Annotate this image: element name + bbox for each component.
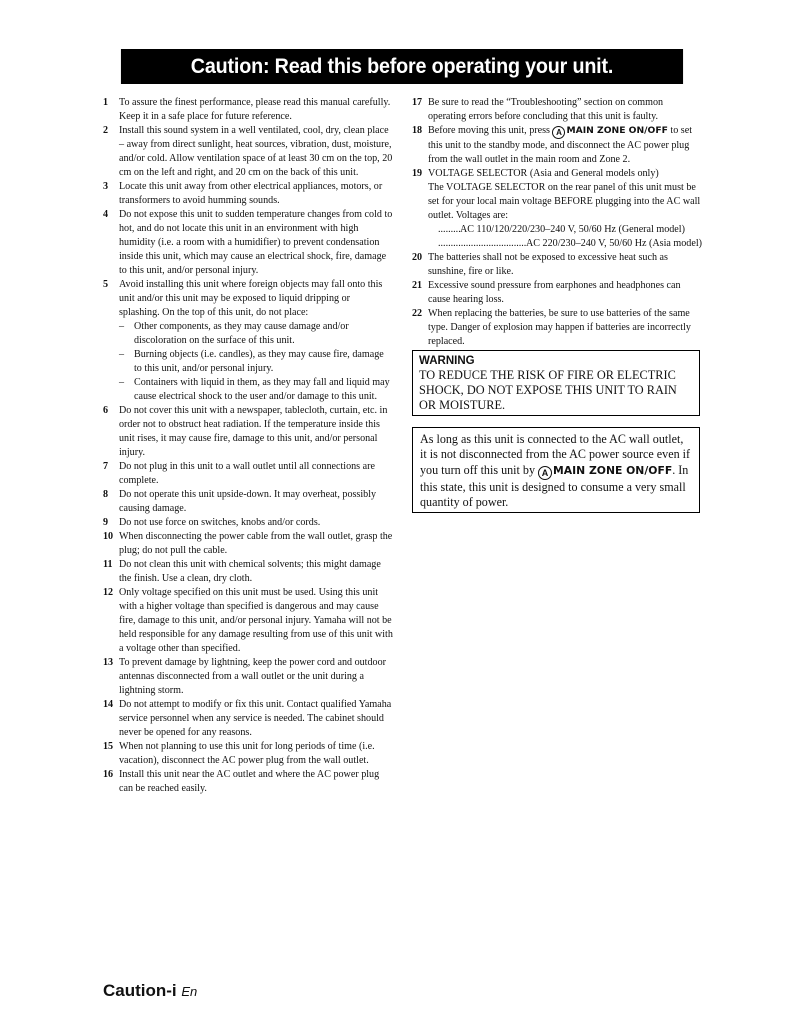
item-text: Do not use force on switches, knobs and/or cords. (119, 517, 321, 528)
caution-item-2 (103, 124, 393, 180)
item-number: 10 (103, 531, 114, 542)
item-text: The batteries shall not be exposed to excessive heat such as sunshine, fire or like. (428, 252, 668, 277)
caution-item-4 (103, 208, 393, 278)
item-text: Locate this unit away from other electrical appliances, motors, or transformers to avoid humming sounds. (119, 181, 383, 206)
key-label: MAIN ZONE ON/OFF (553, 463, 673, 477)
item-text: Do not cover this unit with a newspaper, tablecloth, curtain, etc. in order not to obstruct heat radiation. If the temperature inside this unit rises, it may cause fire, damage to this unit, and/or personal injury. (119, 405, 388, 458)
item-number: 19 (412, 168, 423, 179)
language-code: En (181, 984, 198, 999)
caution-item-17 (412, 96, 702, 124)
caution-item-5 (103, 278, 393, 320)
sub-item-text: Other components, as they may cause damage and/or discoloration on the surface of this unit. (134, 321, 349, 346)
voltage-value: AC 110/120/220/230–240 V, 50/60 Hz (General model) (460, 224, 685, 235)
item-text: Only voltage specified on this unit must be used. Using this unit with a higher voltage than specified is dangerous and may cause fire, damage to this unit, and/or personal injury. Yamaha will not be held responsible for any damage resulting from use of this unit with a voltage other than specified. (119, 587, 393, 654)
page-number: Caution-i (103, 981, 177, 1000)
item-text: Avoid installing this unit where foreign objects may fall onto this unit and/or this unit may be exposed to liquid dripping or splashing. On the top of this unit, do not place: (119, 279, 383, 318)
caution-item-8 (103, 488, 393, 516)
caution-item-7 (103, 460, 393, 488)
caution-item-22 (412, 307, 702, 349)
caution-item-14 (103, 698, 393, 740)
item-number: 16 (103, 769, 114, 780)
caution-item-12 (103, 586, 393, 656)
item-text: When not planning to use this unit for long periods of time (i.e. vacation), disconnect the AC power plug from the wall outlet. (119, 741, 375, 766)
item-number: 12 (103, 587, 114, 598)
item-text: Before moving this unit, press (428, 125, 553, 136)
page-title: Caution: Read this before operating your unit. (121, 49, 683, 84)
caution-item-19 (412, 167, 702, 223)
item-text: When disconnecting the power cable from the wall outlet, grasp the plug; do not pull the cable. (119, 531, 393, 556)
item-text: VOLTAGE SELECTOR (Asia and General models only) (428, 168, 659, 179)
item-number: 1 (103, 97, 109, 108)
warning-body: TO REDUCE THE RISK OF FIRE OR ELECTRIC SHOCK, DO NOT EXPOSE THIS UNIT TO RAIN OR MOISTURE. (419, 368, 677, 412)
item-text-detail: The VOLTAGE SELECTOR on the rear panel of this unit must be set for your local main voltage BEFORE plugging into the AC wall outlet. Voltages are: (428, 182, 701, 221)
note-text: As long as this unit is connected to the AC wall outlet, it is not disconnected from the AC power source even if you turn off this unit by (420, 432, 691, 477)
item-number: 20 (412, 252, 423, 263)
item-number: 3 (103, 181, 109, 192)
sub-item-text: Burning objects (i.e. candles), as they may cause fire, damage to this unit, and/or personal injury. (134, 349, 384, 374)
item-number: 2 (103, 125, 109, 136)
note-text-continued: . In this state, this unit is designed to consume a very small quantity of power. (420, 462, 689, 510)
dash-bullet-icon: – (119, 349, 125, 360)
item-number: 15 (103, 741, 114, 752)
item-text: Be sure to read the “Troubleshooting” section on common operating errors before concluding that this unit is faulty. (428, 97, 664, 122)
caution-item-11 (103, 558, 393, 586)
item-number: 9 (103, 517, 109, 528)
page-footer (103, 981, 197, 1001)
dash-bullet-icon: – (119, 321, 125, 332)
item-number: 4 (103, 209, 109, 220)
caution-item-21 (412, 279, 702, 307)
item-text: Install this sound system in a well ventilated, cool, dry, clean place – away from direct sunlight, heat sources, vibration, dust, moisture, and/or cold. Allow ventilation space of at least 30 cm on the top, 20 cm on the left and right, and 20 cm on the back of this unit. (119, 125, 393, 178)
item-text: Install this unit near the AC outlet and where the AC power plug can be reached easily. (119, 769, 380, 794)
item-text: Do not operate this unit upside-down. It may overheat, possibly causing damage. (119, 489, 377, 514)
item-number: 22 (412, 308, 423, 319)
warning-box (412, 350, 700, 416)
key-label: MAIN ZONE ON/OFF (566, 125, 668, 136)
item-number: 13 (103, 657, 114, 668)
caution-item-6 (103, 404, 393, 460)
item-number: 7 (103, 461, 109, 472)
voltage-value: AC 220/230–240 V, 50/60 Hz (Asia model) (526, 238, 702, 249)
item-number: 11 (103, 559, 113, 570)
item-text-continued: to set this unit to the standby mode, and disconnect the AC power plug from the wall outlet in the main room and Zone 2. (428, 125, 693, 165)
warning-title: WARNING (419, 355, 475, 367)
caution-item-18 (412, 124, 702, 167)
key-a-icon: A (538, 466, 552, 480)
item-number: 5 (103, 279, 109, 290)
voltage-asia (412, 237, 702, 251)
caution-item-1 (103, 96, 393, 124)
item-text: To prevent damage by lightning, keep the power cord and outdoor antennas disconnected from a wall outlet or the unit during a lightning storm. (119, 657, 386, 696)
item-number: 21 (412, 280, 423, 291)
power-note-box (412, 427, 700, 513)
item-number: 6 (103, 405, 109, 416)
voltage-general (412, 223, 702, 237)
caution-item-13 (103, 656, 393, 698)
item-text: Do not clean this unit with chemical solvents; this might damage the finish. Use a clean, dry cloth. (119, 559, 381, 584)
item-number: 18 (412, 125, 423, 136)
left-column (103, 96, 393, 796)
item-text: To assure the finest performance, please read this manual carefully. Keep it in a safe place for future reference. (119, 97, 391, 122)
item-text: Do not attempt to modify or fix this unit. Contact qualified Yamaha service personnel when any service is needed. The cabinet should never be opened for any reasons. (119, 699, 392, 738)
item-text: Do not expose this unit to sudden temperature changes from cold to hot, and do not locate this unit in an environment with high humidity (i.e. a room with a humidifier) to prevent condensation inside this unit, which may cause an electrical shock, fire, damage to this unit, and/or personal injury. (119, 209, 393, 276)
item-number: 17 (412, 97, 423, 108)
key-a-icon: A (552, 126, 565, 139)
right-column (412, 96, 702, 349)
item-text: When replacing the batteries, be sure to use batteries of the same type. Danger of explosion may happen if batteries are incorrectly replaced. (428, 308, 691, 347)
sub-item (103, 320, 393, 348)
item-text: Excessive sound pressure from earphones and headphones can cause hearing loss. (428, 280, 681, 305)
caution-item-9 (103, 516, 393, 530)
item-number: 14 (103, 699, 114, 710)
item-number: 8 (103, 489, 109, 500)
caution-item-20 (412, 251, 702, 279)
item-text: Do not plug in this unit to a wall outlet until all connections are complete. (119, 461, 375, 486)
caution-item-16 (103, 768, 393, 796)
caution-item-3 (103, 180, 393, 208)
sub-item (103, 376, 393, 404)
caution-item-15 (103, 740, 393, 768)
dash-bullet-icon: – (119, 377, 125, 388)
sub-item-text: Containers with liquid in them, as they may fall and liquid may cause electrical shock to the user and/or damage to this unit. (134, 377, 390, 402)
caution-item-10 (103, 530, 393, 558)
sub-item (103, 348, 393, 376)
